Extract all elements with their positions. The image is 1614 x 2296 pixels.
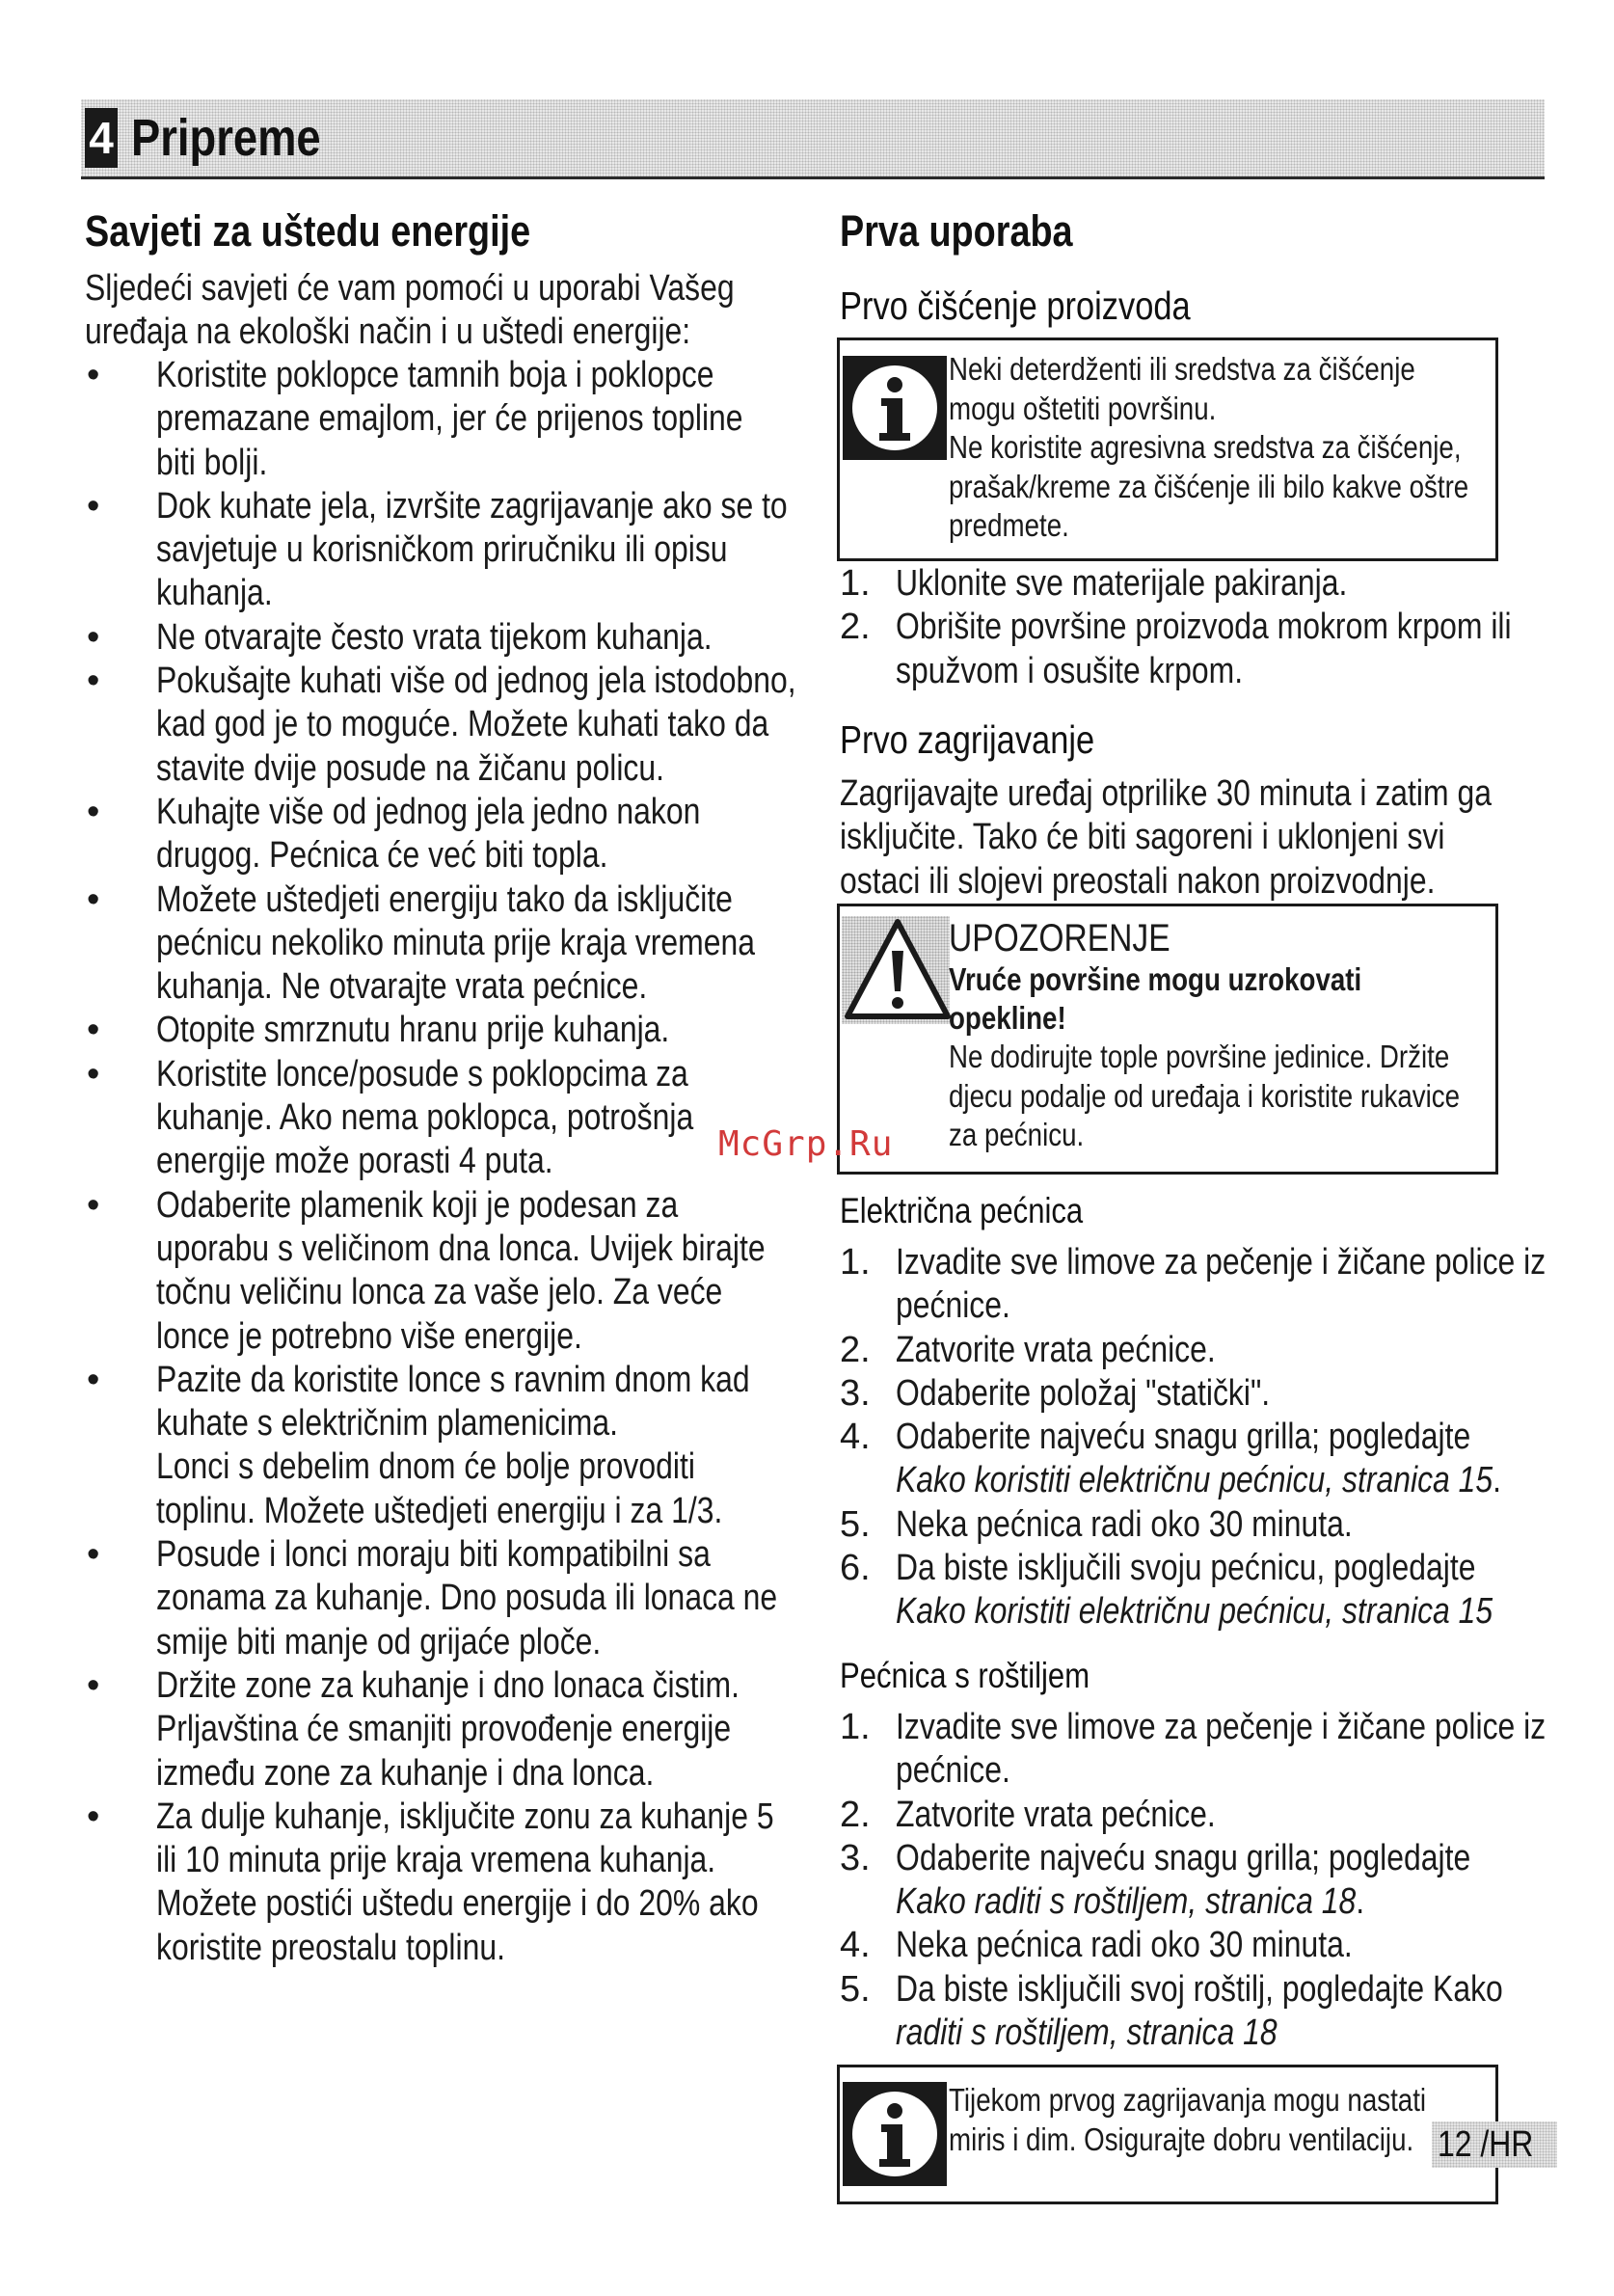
tip-line: Otopite smrznutu hranu prije kuhanja.: [156, 1010, 670, 1051]
step-line: Da biste isključili svoju pećnicu, pogledajte: [896, 1548, 1476, 1589]
step-line: pećnice.: [896, 1285, 1010, 1327]
ventilation-info-box: [837, 2065, 1498, 2204]
tip-line: pećnicu nekoliko minuta prije kraja vremena: [156, 922, 755, 963]
heating-line: Zagrijavajte uređaj otprilike 30 minuta i zatim ga: [840, 773, 1492, 814]
warning-bold-text: [949, 960, 1557, 1038]
energy-tips-title: Savjeti za uštedu energije: [85, 206, 531, 256]
tip-item: [85, 791, 818, 878]
electric-oven-steps: [840, 1241, 1573, 1634]
tip-item: [85, 878, 818, 1010]
tip-line: kuhanja. Ne otvarajte vrata pećnice.: [156, 966, 648, 1008]
step-reference: Kako koristiti električnu pećnicu, stranica 15: [896, 1591, 1493, 1633]
tip-line: kuhanja.: [156, 573, 273, 614]
tip-line: premazane emajlom, jer će prijenos topline: [156, 398, 743, 440]
bullet: •: [87, 616, 100, 658]
tip-line: lonce je potrebno više energije.: [156, 1315, 582, 1357]
step-item: [840, 562, 1553, 606]
tip-item: [85, 1359, 818, 1533]
info-icon: [843, 2082, 947, 2186]
step-item: [840, 1241, 1573, 1329]
tip-line: točnu veličinu lonca za vaše jelo. Za veće: [156, 1272, 723, 1313]
info-icon: [843, 356, 947, 460]
step-line: Uklonite sve materijale pakiranja.: [896, 563, 1348, 604]
step-line: Zatvorite vrata pećnice.: [896, 1794, 1216, 1835]
warning-bold-line: opekline!: [949, 1000, 1066, 1036]
step-item: [840, 1968, 1573, 2056]
warning-body-text: [949, 1038, 1557, 1155]
bullet: •: [87, 1053, 100, 1094]
tip-line: kad god je to moguće. Možete kuhati tako da: [156, 704, 769, 745]
step-number: 3.: [840, 1372, 871, 1414]
tip-line: Za dulje kuhanje, isključite zonu za kuhanje 5: [156, 1796, 774, 1837]
watermark: McGrp.Ru: [718, 1124, 894, 1164]
first-heating-text: [840, 772, 1614, 904]
tip-item: [85, 1053, 818, 1184]
step-item: [840, 1837, 1573, 1925]
tip-item: [85, 1009, 818, 1052]
warning-line: djecu podalje od uređaja i koristite rukavice: [949, 1077, 1461, 1114]
tip-item: [85, 1184, 818, 1359]
step-number: 1.: [840, 563, 871, 604]
step-reference: raditi s roštiljem, stranica 18: [896, 2012, 1278, 2054]
step-number: 4.: [840, 1417, 871, 1458]
tip-line: drugog. Pećnica će već biti topla.: [156, 835, 608, 877]
info-line: prašak/kreme za čišćenje ili bilo kakve oštre: [949, 468, 1469, 504]
tip-line: Posude i lonci moraju biti kompatibilni sa: [156, 1534, 711, 1576]
step-line: pećnice.: [896, 1750, 1010, 1792]
step-reference: Kako raditi s roštiljem, stranica 18.: [896, 1881, 1365, 1923]
tip-item: [85, 1533, 818, 1664]
cleaning-steps-list: [840, 562, 1553, 693]
step-number: 2.: [840, 1329, 871, 1370]
heating-line: ostaci ili slojevi preostali nakon proizvodnje.: [840, 860, 1436, 902]
tip-line: Možete uštedjeti energiju tako da isključite: [156, 878, 733, 920]
step-reference: Kako koristiti električnu pećnicu, stranica 15.: [896, 1460, 1502, 1501]
warning-triangle-icon: [844, 916, 952, 1022]
tip-line: Možete postići uštedu energije i do 20% ako: [156, 1883, 759, 1925]
grill-oven-steps: [840, 1706, 1573, 2055]
tip-line: Ne otvarajte često vrata tijekom kuhanja.: [156, 616, 713, 658]
tip-line: koristite preostalu toplinu.: [156, 1927, 505, 1968]
tip-item: [85, 1796, 818, 1970]
tip-line: smije biti manje od grijaće ploče.: [156, 1621, 602, 1662]
step-line: Izvadite sve limove za pečenje i žičane police iz: [896, 1242, 1547, 1283]
cleaning-info-box: [837, 338, 1498, 561]
step-number: 5.: [840, 1968, 871, 2010]
tip-line: savjetuje u korisničkom priručniku ili opisu: [156, 529, 728, 571]
tip-line: Dok kuhate jela, izvršite zagrijavanje ako se to: [156, 485, 788, 527]
tip-line: uporabu s veličinom dna lonca. Uvijek birajte: [156, 1228, 766, 1269]
tip-line: energije može porasti 4 puta.: [156, 1141, 553, 1182]
tip-line: kuhanje. Ako nema poklopca, potrošnja: [156, 1097, 694, 1139]
tip-line: između zone za kuhanje i dna lonca.: [156, 1752, 655, 1794]
info-line: mogu oštetiti površinu.: [949, 390, 1217, 426]
tip-item: [85, 354, 818, 485]
step-number: 5.: [840, 1503, 871, 1545]
tip-line: Prljavština će smanjiti provođenje energije: [156, 1709, 732, 1750]
info-line: Tijekom prvog zagrijavanja mogu nastati: [949, 2082, 1427, 2118]
step-line: Odaberite položaj "statički".: [896, 1372, 1271, 1414]
bullet: •: [87, 1184, 100, 1226]
step-number: 1.: [840, 1242, 871, 1283]
step-line: Odaberite najveću snagu grilla; pogledajte: [896, 1837, 1471, 1878]
tip-line: Koristite poklopce tamnih boja i poklopce: [156, 355, 714, 395]
chapter-title: Pripreme: [131, 109, 321, 167]
step-number: 3.: [840, 1837, 871, 1878]
tip-item: [85, 660, 818, 791]
intro-line: uređaja na ekološki način i u uštedi energije:: [85, 311, 691, 353]
step-number: 4.: [840, 1925, 871, 1966]
bullet: •: [87, 355, 100, 395]
tip-item: [85, 1664, 818, 1796]
step-line: Obrišite površine proizvoda mokrom krpom ili: [896, 607, 1512, 648]
step-number: 6.: [840, 1548, 871, 1589]
tip-line: Kuhajte više od jednog jela jedno nakon: [156, 791, 701, 832]
energy-tips-intro: [85, 267, 798, 355]
warning-line: Ne dodirujte tople površine jedinice. Držite: [949, 1039, 1450, 1074]
info-line: Neki deterdženti ili sredstva za čišćenje: [949, 351, 1415, 387]
tip-line: Koristite lonce/posude s poklopcima za: [156, 1053, 688, 1094]
heating-line: isključite. Tako će biti sagoreni i uklonjeni svi: [840, 817, 1445, 858]
step-item: [840, 1924, 1573, 1967]
page-number: 12 /HR: [1432, 2121, 1557, 2168]
bullet: •: [87, 1796, 100, 1837]
bullet: •: [87, 878, 100, 920]
warning-line: za pećnicu.: [949, 1117, 1085, 1152]
info-line: predmete.: [949, 507, 1069, 543]
info-line: miris i dim. Osigurajte dobru ventilaciju.: [949, 2120, 1414, 2157]
step-item: [840, 1794, 1573, 1837]
chapter-number: 4: [85, 108, 118, 168]
cleaning-info-text: [949, 350, 1568, 546]
bullet: •: [87, 485, 100, 527]
bullet: •: [87, 661, 100, 702]
tip-line: ili 10 minuta prije kraja vremena kuhanja.: [156, 1840, 716, 1881]
step-line: Izvadite sve limove za pečenje i žičane police iz: [896, 1707, 1547, 1747]
tip-line: Držite zone za kuhanje i dno lonaca čistim.: [156, 1664, 740, 1706]
step-line: Zatvorite vrata pećnice.: [896, 1329, 1216, 1370]
step-item: [840, 1416, 1573, 1503]
tip-line: Pazite da koristite lonce s ravnim dnom kad: [156, 1359, 750, 1400]
step-item: [840, 1329, 1573, 1372]
step-number: 2.: [840, 1794, 871, 1835]
step-line: Neka pećnica radi oko 30 minuta.: [896, 1503, 1353, 1545]
bullet: •: [87, 1664, 100, 1706]
tip-line: Odaberite plamenik koji je podesan za: [156, 1184, 679, 1226]
tip-line: zonama za kuhanje. Dno posuda ili lonaca ne: [156, 1578, 778, 1619]
step-item: [840, 1706, 1573, 1794]
step-line: Odaberite najveću snagu grilla; pogledajte: [896, 1417, 1471, 1458]
intro-line: Sljedeći savjeti će vam pomoći u uporabi Vašeg: [85, 268, 735, 309]
tip-line: biti bolji.: [156, 442, 268, 483]
step-number: 2.: [840, 607, 871, 648]
step-line: Neka pećnica radi oko 30 minuta.: [896, 1925, 1353, 1966]
step-line: Da biste isključili svoj roštilj, pogledajte Kako: [896, 1968, 1503, 2010]
tip-line: Pokušajte kuhati više od jednog jela istodobno,: [156, 661, 796, 702]
bullet: •: [87, 1359, 100, 1400]
tip-line: kuhate s električnim plamenicima.: [156, 1403, 618, 1445]
step-item: [840, 1503, 1573, 1547]
first-cleaning-heading: Prvo čišćenje proizvoda: [840, 284, 1191, 328]
bullet: •: [87, 1010, 100, 1051]
first-use-title: Prva uporaba: [840, 206, 1073, 256]
warning-title: UPOZORENJE: [949, 917, 1170, 959]
first-heating-heading: Prvo zagrijavanje: [840, 717, 1095, 762]
tip-line: toplinu. Možete uštedjeti energiju i za 1/3.: [156, 1490, 723, 1531]
tip-line: stavite dvije posude na žičanu policu.: [156, 747, 665, 789]
grill-oven-heading: Pećnica s roštiljem: [840, 1656, 1090, 1695]
warning-box: [837, 904, 1498, 1175]
energy-tips-list: [85, 354, 818, 1970]
step-line: spužvom i osušite krpom.: [896, 650, 1244, 691]
electric-oven-heading: Električna pećnica: [840, 1191, 1084, 1230]
step-number: 1.: [840, 1707, 871, 1747]
warning-bold-line: Vruće površine mogu uzrokovati: [949, 961, 1362, 997]
bullet: •: [87, 1534, 100, 1576]
tip-item: [85, 485, 818, 616]
bullet: •: [87, 791, 100, 832]
step-item: [840, 1372, 1573, 1416]
step-item: [840, 1547, 1573, 1634]
tip-line: Lonci s debelim dnom će bolje provoditi: [156, 1446, 695, 1488]
tip-item: [85, 616, 818, 660]
step-item: [840, 606, 1553, 693]
info-line: Ne koristite agresivna sredstva za čišćenje,: [949, 429, 1462, 465]
warning-text: [949, 916, 1557, 1155]
